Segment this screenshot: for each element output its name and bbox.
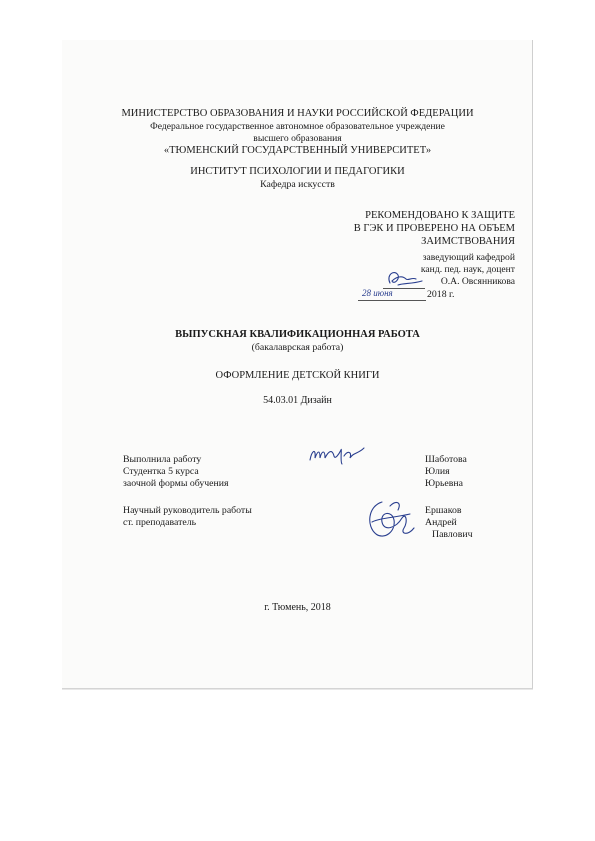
work-topic: ОФОРМЛЕНИЕ ДЕТСКОЙ КНИГИ <box>215 370 380 381</box>
supervisor-label-1: Научный руководитель работы <box>123 505 252 516</box>
approval-year: 2018 г. <box>427 289 455 300</box>
handwritten-date: 28 июня <box>362 288 393 298</box>
specialty-code: 54.03.01 Дизайн <box>263 395 332 406</box>
supervisor-patronymic: Павлович <box>432 529 473 540</box>
approval-line-2: В ГЭК И ПРОВЕРЕНО НА ОБЪЕМ <box>353 223 515 234</box>
department-name: Кафедра искусств <box>260 179 335 190</box>
work-type: (бакалаврская работа) <box>251 342 344 353</box>
supervisor-surname: Ершаков <box>425 505 462 516</box>
city-year: г. Тюмень, 2018 <box>264 602 331 613</box>
institution-type: Федеральное государственное автономное образовательное учреждение <box>150 121 445 132</box>
institute-name: ИНСТИТУТ ПСИХОЛОГИИ И ПЕДАГОГИКИ <box>190 166 405 177</box>
author-label-3: заочной формы обучения <box>123 478 229 489</box>
head-name: О.А. Овсянникова <box>440 276 515 287</box>
education-level: высшего образования <box>253 133 342 144</box>
university-name: «ТЮМЕНСКИЙ ГОСУДАРСТВЕННЫЙ УНИВЕРСИТЕТ» <box>163 145 432 156</box>
date-line <box>358 300 426 301</box>
supervisor-signature <box>362 492 422 544</box>
approval-line-1: РЕКОМЕНДОВАНО К ЗАЩИТЕ <box>365 210 515 221</box>
head-degree: канд. пед. наук, доцент <box>420 264 515 275</box>
author-label-2: Студентка 5 курса <box>123 466 199 477</box>
author-name: Юлия <box>425 466 450 477</box>
author-signature <box>306 440 368 470</box>
head-role: заведующий кафедрой <box>422 252 515 263</box>
supervisor-name: Андрей <box>425 517 457 528</box>
supervisor-label-2: ст. преподаватель <box>123 517 197 528</box>
author-surname: Шаботова <box>425 454 467 465</box>
approval-line-3: ЗАИМСТВОВАНИЯ <box>421 236 515 247</box>
author-patronymic: Юрьевна <box>425 478 464 489</box>
author-label-1: Выполнила работу <box>123 454 202 465</box>
work-title: ВЫПУСКНАЯ КВАЛИФИКАЦИОННАЯ РАБОТА <box>175 329 420 340</box>
ministry-name: МИНИСТЕРСТВО ОБРАЗОВАНИЯ И НАУКИ РОССИЙСКОЙ ФЕДЕРАЦИИ <box>121 108 474 119</box>
